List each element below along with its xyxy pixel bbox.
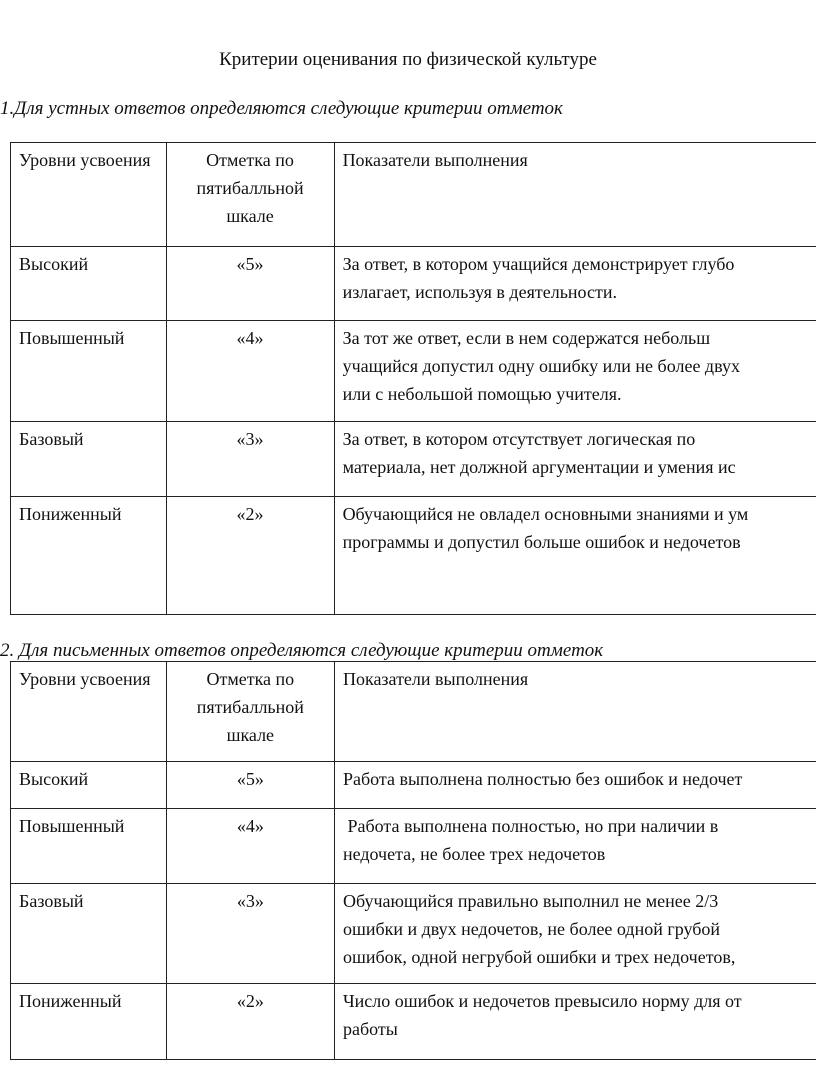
level-cell: Повышенный xyxy=(11,321,167,422)
written-criteria-table xyxy=(10,661,816,1060)
indicator-line: излагает, используя в деятельности. xyxy=(342,282,617,302)
header-level-cell: Уровни усвоения xyxy=(11,662,167,762)
level-cell: Базовый xyxy=(11,422,167,497)
table-header-row xyxy=(11,143,816,247)
indicator-line: программы и допустил больше ошибок и недочетов xyxy=(342,532,741,552)
table-row xyxy=(11,247,816,321)
indicator-cell xyxy=(334,984,816,1060)
mark-cell: «3» xyxy=(166,422,334,497)
indicator-line: За тот же ответ, если в нем содержатся небольш xyxy=(342,328,711,348)
indicator-cell xyxy=(334,247,816,321)
section-heading-written: 2. Для письменных ответов определяются следующие критерии отметок xyxy=(0,640,604,661)
mark-cell: «5» xyxy=(166,762,334,809)
indicator-line: работы xyxy=(342,1019,398,1039)
indicator-line: Работа выполнена полностью без ошибок и недочет xyxy=(342,769,743,789)
header-mark-cell: Отметка по пятибалльной шкале xyxy=(166,143,334,247)
table-row xyxy=(11,422,816,497)
indicator-line: ошибок, одной негрубой ошибки и трех недочетов, xyxy=(342,947,736,967)
mark-cell: «2» xyxy=(166,984,334,1060)
mark-cell: «2» xyxy=(166,497,334,615)
indicator-line: Обучающийся не овладел основными знаниями и ум xyxy=(342,504,749,524)
indicator-line: Работа выполнена полностью, но при наличии в xyxy=(342,816,719,836)
header-indicators-cell: Показатели выполнения xyxy=(334,143,816,247)
indicator-line: За ответ, в котором отсутствует логическая по xyxy=(342,429,696,449)
header-mark-cell: Отметка по пятибалльной шкале xyxy=(166,662,334,762)
indicator-line: материала, нет должной аргументации и умения ис xyxy=(342,457,736,477)
level-cell: Пониженный xyxy=(11,984,167,1060)
mark-cell: «5» xyxy=(166,247,334,321)
indicator-line: учащийся допустил одну ошибку или не более двух xyxy=(342,356,740,376)
indicator-cell xyxy=(334,497,816,615)
mark-cell: «4» xyxy=(166,809,334,884)
table-row xyxy=(11,809,816,884)
indicator-line: ошибки и двух недочетов, не более одной грубой xyxy=(342,919,721,939)
header-indicators-cell: Показатели выполнения xyxy=(334,662,816,762)
indicator-line: или с небольшой помощью учителя. xyxy=(342,384,622,404)
oral-criteria-table xyxy=(10,142,816,615)
indicator-cell xyxy=(334,762,816,809)
indicator-line: Число ошибок и недочетов превысило норму для от xyxy=(342,991,742,1011)
indicator-line: За ответ, в котором учащийся демонстрирует глубо xyxy=(342,254,735,274)
page-title: Критерии оценивания по физической культуре xyxy=(219,49,597,70)
mark-cell: «4» xyxy=(166,321,334,422)
table-row xyxy=(11,984,816,1060)
level-cell: Высокий xyxy=(11,247,167,321)
indicator-cell xyxy=(334,884,816,984)
section-heading-oral: 1.Для устных ответов определяются следующие критерии отметок xyxy=(0,98,563,119)
indicator-line: недочета, не более трех недочетов xyxy=(342,844,606,864)
level-cell: Базовый xyxy=(11,884,167,984)
level-cell: Пониженный xyxy=(11,497,167,615)
header-level-cell: Уровни усвоения xyxy=(11,143,167,247)
level-cell: Высокий xyxy=(11,762,167,809)
indicator-cell xyxy=(334,809,816,884)
table-row xyxy=(11,497,816,615)
mark-cell: «3» xyxy=(166,884,334,984)
table-row xyxy=(11,884,816,984)
level-cell: Повышенный xyxy=(11,809,167,884)
indicator-cell xyxy=(334,321,816,422)
table-row xyxy=(11,762,816,809)
indicator-cell xyxy=(334,422,816,497)
table-row xyxy=(11,321,816,422)
table-header-row xyxy=(11,662,816,762)
indicator-line: Обучающийся правильно выполнил не менее 2/3 xyxy=(342,891,719,911)
